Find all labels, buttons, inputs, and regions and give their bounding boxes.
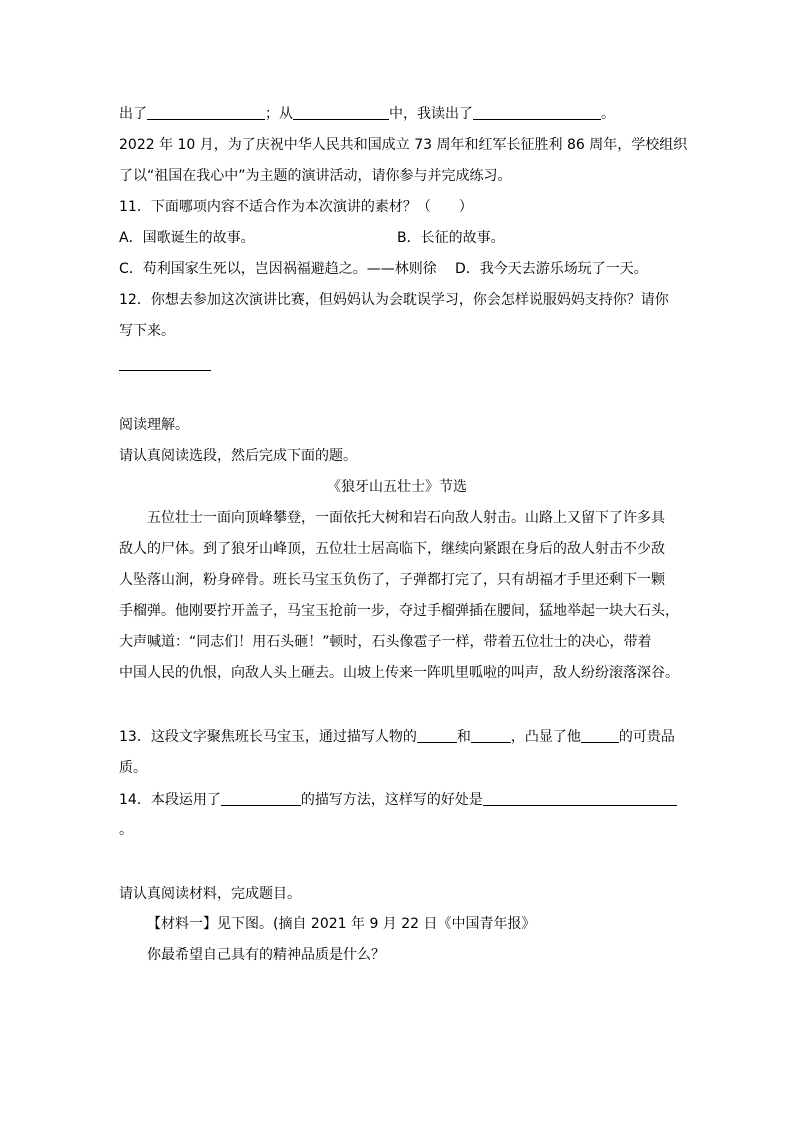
- answer-blank[interactable]: [471, 728, 511, 743]
- q14-line-1: [119, 790, 677, 810]
- q10-continuation: [119, 104, 615, 124]
- passage-title: 《狼牙山五壮士》节选: [327, 479, 467, 495]
- q11-option-a: A．国歌诞生的故事。: [119, 230, 255, 246]
- material-question: 你最希望自己具有的精神品质是什么？: [147, 947, 385, 963]
- q10-text-1: 出了: [119, 106, 147, 122]
- q13-line-1: [119, 727, 675, 747]
- material-one: 【材料一】见下图。(摘自 2021 年 9 月 22 日《中国青年报》: [147, 916, 536, 932]
- q14-text-1: 14．本段运用了: [119, 792, 221, 808]
- answer-blank[interactable]: [147, 105, 265, 120]
- q10-text-2: ；从: [265, 106, 293, 122]
- answer-line[interactable]: [119, 370, 211, 371]
- q14-line-2: 。: [119, 822, 133, 838]
- q10-text-3: 中，我读出了: [389, 106, 473, 122]
- answer-blank[interactable]: [581, 728, 619, 743]
- passage-line: 大声喊道：“同志们！用石头砸！”顿时，石头像雹子一样，带着五位壮士的决心，带着: [119, 634, 652, 650]
- q13-text-2: 和: [456, 729, 471, 745]
- q11-option-c: C．苟利国家生死以，岂因祸福避趋之。——林则徐: [119, 261, 437, 277]
- passage-line: 中国人民的仇恨，向敌人头上砸去。山坡上传来一阵叽里呱啦的叫声，敌人纷纷滚落深谷。: [119, 665, 679, 681]
- material-instruction: 请认真阅读材料，完成题目。: [119, 886, 301, 902]
- q13-line-2: 质。: [119, 760, 147, 776]
- intro-line-1: 2022 年 10 月，为了庆祝中华人民共和国成立 73 周年和红军长征胜利 86 周年，学校组织: [119, 137, 688, 153]
- answer-blank[interactable]: [473, 105, 601, 120]
- q13-text-3: ，凸显了他: [510, 729, 581, 745]
- answer-blank[interactable]: [293, 105, 389, 120]
- reading-heading: 阅读理解。: [119, 417, 189, 433]
- q12-line-2: 写下来。: [119, 323, 175, 339]
- answer-blank[interactable]: [417, 728, 457, 743]
- q13-text-4: 的可贵品: [618, 729, 675, 745]
- q12-line-1: 12．你想去参加这次演讲比赛，但妈妈认为会耽误学习，你会怎样说服妈妈支持你？请你: [119, 292, 669, 308]
- q13-text-1: 13．这段文字聚焦班长马宝玉，通过描写人物的: [119, 729, 417, 745]
- q11-option-d: D．我今天去游乐场玩了一天。: [455, 261, 648, 277]
- reading-instruction: 请认真阅读选段，然后完成下面的题。: [119, 448, 357, 464]
- q11-option-b: B．长征的故事。: [397, 230, 505, 246]
- answer-blank[interactable]: [221, 791, 301, 806]
- passage-line: 五位壮士一面向顶峰攀登，一面依托大树和岩石向敌人射击。山路上又留下了许多具: [147, 510, 665, 526]
- q11-stem: 11．下面哪项内容不适合作为本次演讲的素材？（ ）: [119, 199, 473, 215]
- answer-blank[interactable]: [483, 791, 677, 806]
- passage-line: 手榴弹。他刚要拧开盖子，马宝玉抢前一步，夺过手榴弹插在腰间，猛地举起一块大石头，: [119, 603, 679, 619]
- q10-text-4: 。: [601, 106, 615, 122]
- passage-line: 敌人的尸体。到了狼牙山峰顶，五位壮士居高临下，继续向紧跟在身后的敌人射击不少敌: [119, 541, 665, 557]
- intro-line-2: 了以“祖国在我心中”为主题的演讲活动，请你参与并完成练习。: [119, 168, 512, 184]
- passage-line: 人坠落山涧，粉身碎骨。班长马宝玉负伤了，子弹都打完了，只有胡福才手里还剩下一颗: [119, 572, 665, 588]
- q14-text-2: 的描写方法，这样写的好处是: [300, 792, 483, 808]
